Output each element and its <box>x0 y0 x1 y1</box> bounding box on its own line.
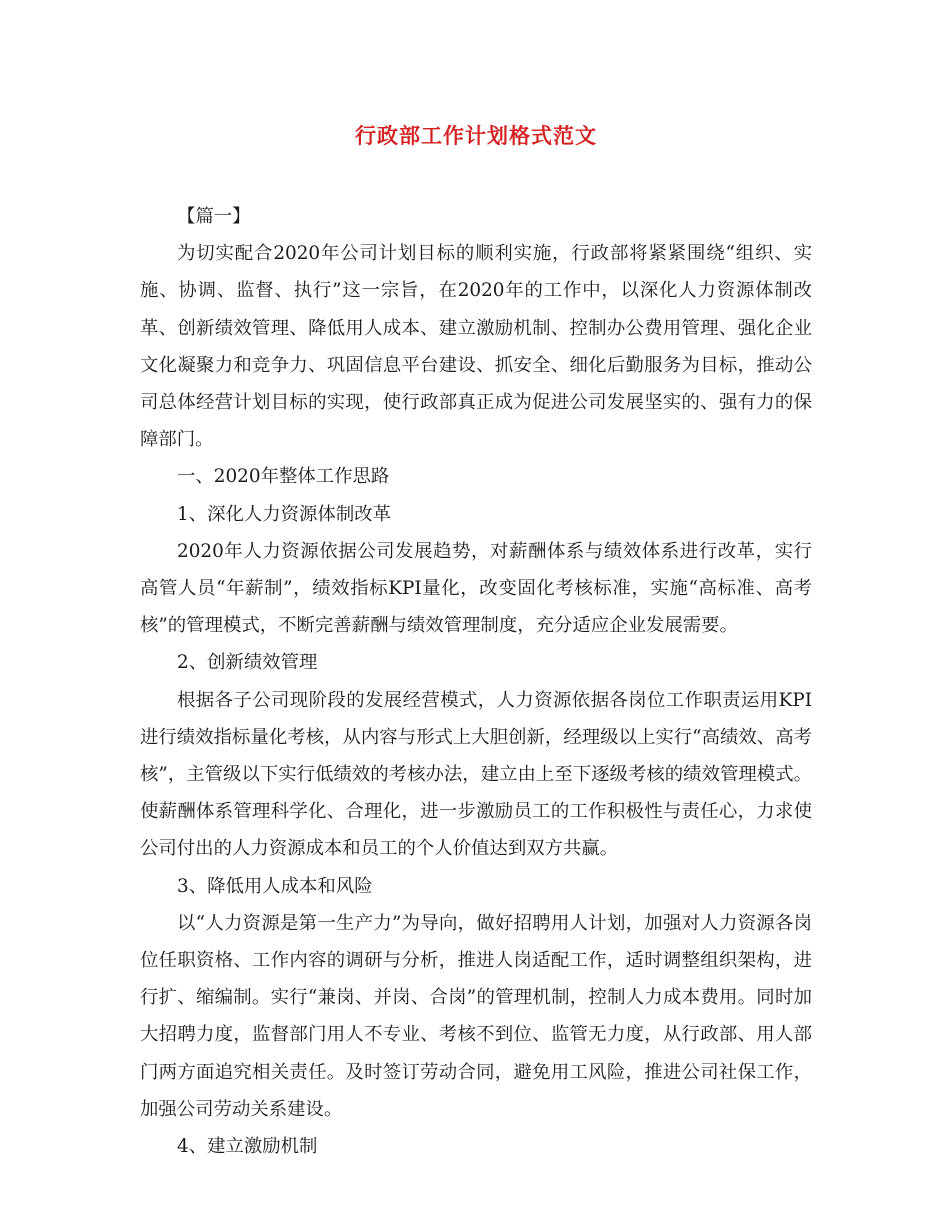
section-heading: 一、2020年整体工作思路 <box>177 466 390 488</box>
subsection-heading-2: 2、创新绩效管理 <box>177 652 318 674</box>
section-marker: 【篇一】 <box>177 206 251 227</box>
subsection-heading-4: 4、建立激励机制 <box>177 1136 318 1158</box>
body-paragraph-3: 以“人力资源是第一生产力”为导向，做好招聘用人计划，加强对人力资源各岗位任职资格、工作内容的调研与分析，推进人岗适配工作，适时调整组织架构，进行扩、缩编制。实行“兼岗、并岗、合岗”的管理机制，控制人力成本费用。同时加大招聘力度，监督部门用人不专业、考核不到位、监管无力度，从行政部、用人部门两方面追究相关责任。及时签订劳动合同，避免用工风险，推进公司社保工作，加强公司劳动关系建设。 <box>140 912 812 1120</box>
document-title: 行政部工作计划格式范文 <box>355 123 597 148</box>
document-page <box>140 0 812 1165</box>
subsection-heading-1: 1、深化人力资源体制改革 <box>177 503 391 525</box>
subsection-heading-3: 3、降低用人成本和风险 <box>177 875 373 897</box>
body-paragraph-2: 根据各子公司现阶段的发展经营模式，人力资源依据各岗位工作职责运用KPI进行绩效指标量化考核，从内容与形式上大胆创新，经理级以上实行“高绩效、高考核”，主管级以下实行低绩效的考核办法，建立由上至下逐级考核的绩效管理模式。使薪酬体系管理科学化、合理化，进一步激励员工的工作积极性与责任心，力求使公司付出的人力资源成本和员工的个人价值达到双方共赢。 <box>140 689 812 860</box>
body-paragraph-1: 2020年人力资源依据公司发展趋势，对薪酬体系与绩效体系进行改革，实行高管人员“年薪制”，绩效指标KPI量化，改变固化考核标准，实施“高标准、高考核”的管理模式，不断完善薪酬与绩效管理制度，充分适应企业发展需要。 <box>140 540 812 637</box>
intro-paragraph: 为切实配合2020年公司计划目标的顺利实施，行政部将紧紧围绕“组织、实施、协调、监督、执行”这一宗旨，在2020年的工作中，以深化人力资源体制改革、创新绩效管理、降低用人成本、建立激励机制、控制办公费用管理、强化企业文化凝聚力和竞争力、巩固信息平台建设、抓安全、细化后勤服务为目标，推动公司总体经营计划目标的实现，使行政部真正成为促进公司发展坚实的、强有力的保障部门。 <box>140 243 812 451</box>
document-body <box>140 198 812 1165</box>
